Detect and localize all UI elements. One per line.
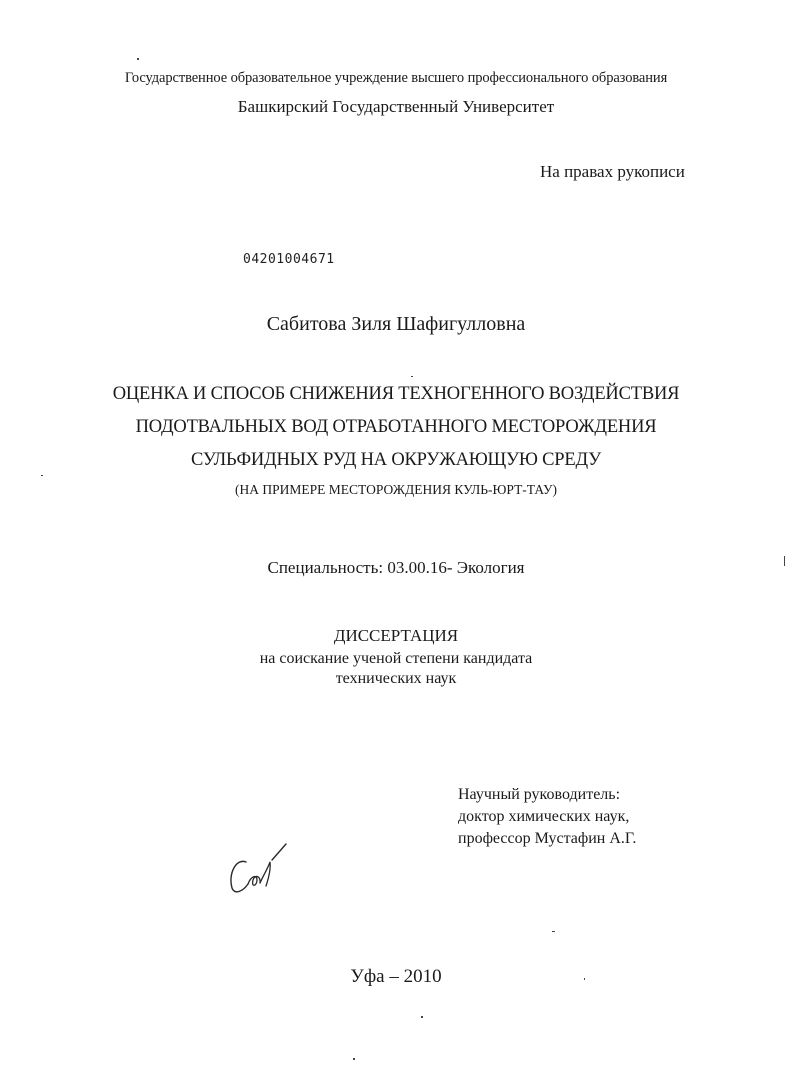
document-number: 04201004671 bbox=[243, 252, 335, 267]
dissertation-degree-line-2: технических наук bbox=[335, 670, 457, 687]
scan-speck bbox=[411, 376, 413, 377]
scan-speck bbox=[137, 58, 139, 60]
title-subtitle: (НА ПРИМЕРЕ МЕСТОРОЖДЕНИЯ КУЛЬ-ЮРТ-ТАУ) bbox=[235, 482, 557, 497]
scan-speck bbox=[584, 978, 585, 980]
institution-name: Государственное образовательное учреждение высшего профессионального образования bbox=[124, 70, 668, 86]
specialty: Специальность: 03.00.16- Экология bbox=[267, 558, 525, 577]
title-line-1: ОЦЕНКА И СПОСОБ СНИЖЕНИЯ ТЕХНОГЕННОГО ВОЗДЕЙСТВИЯ bbox=[112, 384, 680, 404]
handwritten-signature bbox=[224, 840, 294, 900]
author-name: Сабитова Зиля Шафигулловна bbox=[266, 313, 526, 335]
scan-speck bbox=[421, 1016, 423, 1018]
scan-speck bbox=[552, 931, 555, 932]
advisor-line-1: Научный руководитель: bbox=[458, 786, 621, 803]
place-and-year: Уфа – 2010 bbox=[350, 966, 442, 987]
scan-speck bbox=[784, 556, 785, 566]
university-name: Башкирский Государственный Университет bbox=[237, 97, 555, 116]
scan-speck bbox=[353, 1058, 355, 1060]
advisor-line-3: профессор Мустафин А.Г. bbox=[458, 830, 637, 847]
advisor-line-2: доктор химических наук, bbox=[458, 808, 630, 825]
rights-note: На правах рукописи bbox=[540, 162, 685, 181]
scan-speck bbox=[41, 475, 43, 476]
title-line-2: ПОДОТВАЛЬНЫХ ВОД ОТРАБОТАННОГО МЕСТОРОЖДЕНИЯ bbox=[135, 417, 657, 437]
dissertation-label: ДИССЕРТАЦИЯ bbox=[333, 626, 459, 645]
title-line-3: СУЛЬФИДНЫХ РУД НА ОКРУЖАЮЩУЮ СРЕДУ bbox=[190, 450, 602, 470]
dissertation-degree-line-1: на соискание ученой степени кандидата bbox=[259, 650, 533, 667]
